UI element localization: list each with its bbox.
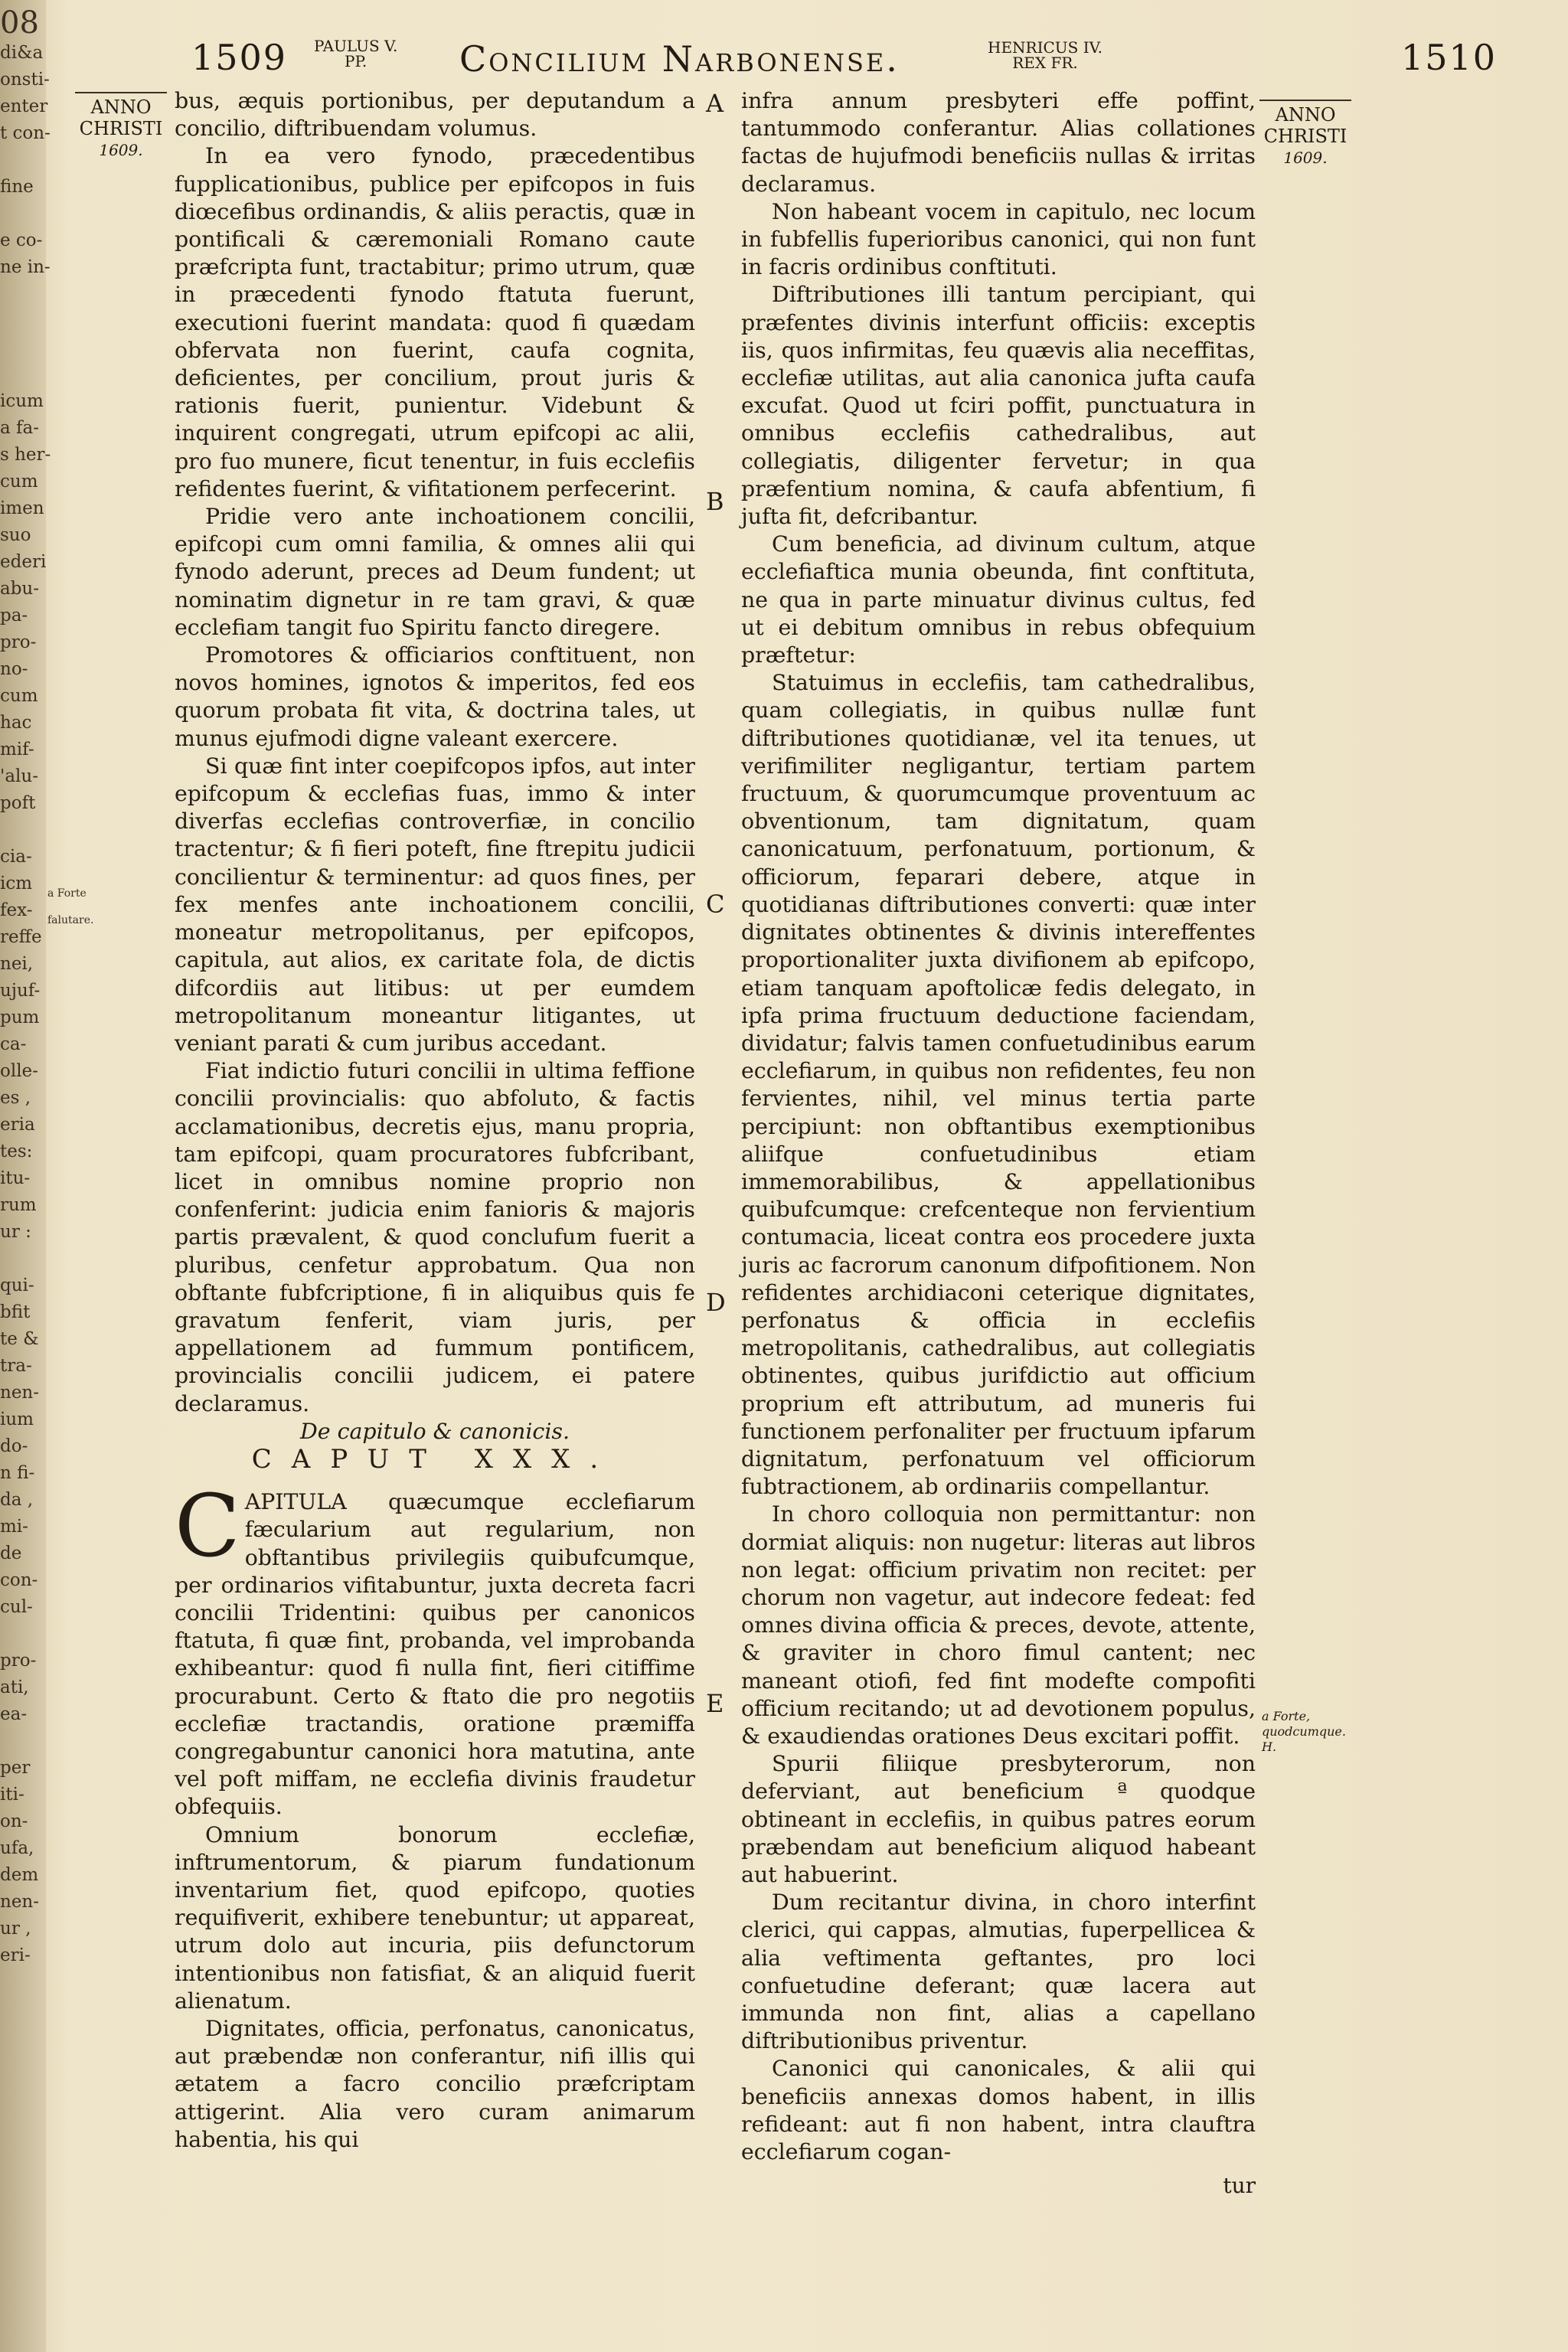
pope-name: PAULUS V. xyxy=(314,37,398,55)
margin-letter-e: E xyxy=(706,1689,724,1718)
previous-page-line: cum xyxy=(0,472,38,492)
previous-page-line: ne in- xyxy=(0,257,51,277)
previous-page-line: ur : xyxy=(0,1222,31,1242)
previous-page-line: no- xyxy=(0,659,28,679)
right-column xyxy=(741,87,1256,2200)
paragraph: Dignitates, officia, perfonatus, canonicatus, aut præbendæ non conferantur, nifi illis qui ætatem a facro concilio præfcriptam attigerint. Alia vero curam animarum habentia, his qui xyxy=(175,2016,695,2152)
section-rubric: De capitulo & canonicis. xyxy=(300,1418,570,1444)
previous-page-line: te & xyxy=(0,1329,39,1349)
previous-page-line: con- xyxy=(0,1570,38,1590)
previous-page-line xyxy=(0,281,47,308)
previous-page-line: bfit xyxy=(0,1302,31,1322)
paragraph: Pridie vero ante inchoationem concilii, epifcopi cum omni familia, & omnes alii qui fynodo aderunt, preces ad Deum fundent; ut nominatim dignetur in re tam gravi, & quæ ecclefiam tangit fuo Spiritu fancto diregere. xyxy=(175,504,695,640)
previous-page-line: fex- xyxy=(0,900,33,920)
paragraph xyxy=(175,1477,695,1821)
previous-page-line: es , xyxy=(0,1088,31,1108)
previous-page-line: hac xyxy=(0,713,32,733)
previous-page-line: ea- xyxy=(0,1704,28,1724)
previous-page-line: n fi- xyxy=(0,1463,35,1483)
chapter-heading: CAPUT XXX. xyxy=(251,1443,619,1475)
paragraph: In ea vero fynodo, præcedentibus fupplicationibus, publice per epifcopos in fuis diœcefibus ordinandis, & aliis peractis, quæ in pontificali & cæremoniali Romano caute præfcripta funt, tractabitur; primo utrum, quæ in præcedenti fynodo ftatuta fuerunt, executioni fuerint mandata: quod fi quædam obfervata non fuerint, caufa cognita, deficientes, per concilium, prout juris & rationis fuerit, punientur. Videbunt & inquirent congregati, utrum epifcopi ac alii, pro fuo munere, ficut tenentur, in fuis ecclefiis refidentes fuerint, & vifitationem perfecerint. xyxy=(175,143,695,501)
previous-page-line: pro- xyxy=(0,632,37,652)
pope-title: PP. xyxy=(345,52,368,70)
previous-page-line: rum xyxy=(0,1195,37,1215)
paragraph: bus, æquis portionibus, per deputandum a concilio, diftribuendam volumus. xyxy=(175,88,695,142)
margin-letter-d: D xyxy=(706,1288,726,1317)
pope-heading xyxy=(314,38,397,69)
previous-page-line xyxy=(0,1621,47,1648)
previous-page-line: ur , xyxy=(0,1919,31,1939)
previous-page-line: da , xyxy=(0,1490,34,1510)
paragraph: infra annum presbyteri effe poffint, tantummodo conferantur. Alias collationes factas de hujufmodi beneficiis nullas & irritas declaramus. xyxy=(741,88,1256,197)
anno-christi-right xyxy=(1259,100,1351,168)
previous-page-line: nen- xyxy=(0,1892,40,1912)
previous-page-line: cia- xyxy=(0,847,32,867)
previous-page-line: ca- xyxy=(0,1034,27,1054)
left-column xyxy=(175,87,695,2154)
running-head xyxy=(0,31,1568,84)
anno-label: ANNO CHRISTI xyxy=(79,96,163,139)
previous-page-line: olle- xyxy=(0,1061,38,1081)
previous-page-line xyxy=(0,335,47,361)
previous-page-line: mif- xyxy=(0,740,34,760)
previous-page-line: ederi xyxy=(0,552,47,572)
anno-label: ANNO CHRISTI xyxy=(1263,104,1348,147)
page-number-right: 1510 xyxy=(1401,37,1498,78)
page-title: Concilium Narbonense. xyxy=(459,38,900,80)
king-title: REX FR. xyxy=(1012,54,1078,72)
previous-page-line: icum xyxy=(0,391,44,411)
catchword: tur xyxy=(1223,2173,1256,2199)
previous-page-line: reffe xyxy=(0,927,42,947)
previous-page-line: eri- xyxy=(0,1945,31,1965)
previous-page-line: ujuf- xyxy=(0,981,41,1001)
previous-page-line: on- xyxy=(0,1811,28,1831)
previous-page-line xyxy=(0,817,47,844)
previous-page-number: 08 xyxy=(0,5,39,41)
previous-page-line: s her- xyxy=(0,445,51,465)
paragraph-text: APITULA quæcumque ecclefiarum fæcularium aut regularium, non obftantibus privilegiis quibufcumque, per ordinarios vifitabuntur, juxta decreta facri concilii Tridentini: quibus per canonicos ftatuta, fi quæ fint, probanda, vel improbanda exhibeantur: quod fi nulla fint, fieri citiffime procurabunt. Certo & ftato die pro negotiis ecclefiæ tractandis, oratione præmiffa congregabuntur canonici hora matutina, ante vel poft miffam, ne ecclefia divinis fraudetur obfequiis. xyxy=(175,1489,695,1820)
previous-page-margin-note: a Forte falutare. xyxy=(47,887,94,926)
paragraph: Diftributiones illi tantum percipiant, qui præfentes divinis interfunt officiis: exceptis iis, quos infirmitas, feu quævis alia neceffitas, ecclefiæ utilitas, aut alia canonica jufta caufa excufat. Quod ut fciri poffit, punctuatura in omnibus ecclefiis cathedralibus, aut collegiatis, diligenter fervetur; in qua præfentium nomina, & caufa abfentium, fi jufta fit, defcribantur. xyxy=(741,282,1256,530)
previous-page-line xyxy=(0,361,47,388)
previous-page-line: suo xyxy=(0,525,31,545)
previous-page-line: pum xyxy=(0,1008,40,1027)
paragraph: Promotores & officiarios conftituent, non novos homines, ignotos & imperitos, fed eos quorum probata fit vita, & doctrina tales, ut munus ejufmodi digne valeant exercere. xyxy=(175,642,695,751)
previous-page-edge xyxy=(0,0,94,2352)
previous-page-line: e co- xyxy=(0,230,43,250)
previous-page-line xyxy=(0,1728,47,1755)
king-heading xyxy=(988,40,1102,70)
previous-page-line: eria xyxy=(0,1115,35,1135)
drop-cap: C xyxy=(175,1477,240,1577)
previous-page-line: nei, xyxy=(0,954,34,974)
previous-page-line: ium xyxy=(0,1410,34,1429)
previous-page-line xyxy=(0,1246,47,1272)
previous-page-line xyxy=(0,308,47,335)
paragraph: Canonici qui canonicales, & alii qui beneficiis annexas domos habent, in illis refideant: aut fi non habent, intra clauftra ecclefiarum cogan- xyxy=(741,2056,1256,2165)
previous-page-line: t con- xyxy=(0,123,51,143)
previous-page-line: onsti- xyxy=(0,70,50,90)
anno-year: 1609. xyxy=(99,141,143,159)
previous-page-line: tra- xyxy=(0,1356,32,1376)
previous-page-line: imen xyxy=(0,498,44,518)
previous-page-line: de xyxy=(0,1544,22,1563)
previous-page-lines xyxy=(0,40,51,1969)
previous-page-line: a fa- xyxy=(0,418,40,438)
previous-page-line: qui- xyxy=(0,1276,34,1295)
paragraph: Dum recitantur divina, in choro interfint clerici, qui cappas, almutias, fuperpellicea & alia veftimenta geftantes, pro loci confuetudine deferant; quæ lacera aut immunda non fint, alias a capellano diftributionibus priventur. xyxy=(741,1890,1256,2054)
previous-page-line: icm xyxy=(0,874,33,893)
paragraph: Fiat indictio futuri concilii in ultima feffione concilii provincialis: quo abfoluto, & factis acclamationibus, decretis ejus, manu propria, tam epifcopi, quam procuratores fubfcribant, licet in omnibus nomine proprio non confenferint: judicia enim fanioris & majoris partis prævalent, & quod conclufum fuerit a pluribus, cenfetur approbatum. Qua non obftante fubfcriptione, fi in aliquibus quis fe gravatum fenferit, viam juris, per appellationem ad fummum pontificem, provincialis concilii judicem, ei patere declaramus. xyxy=(175,1058,695,1416)
margin-letter-a: A xyxy=(706,89,724,118)
paragraph: Non habeant vocem in capitulo, nec locum in fubfellis fuperioribus canonici, qui non funt in facris ordinibus conftituti. xyxy=(741,198,1256,280)
previous-page-line: mi- xyxy=(0,1517,28,1537)
anno-year: 1609. xyxy=(1283,149,1328,167)
previous-page-line: do- xyxy=(0,1436,28,1456)
paragraph: Cum beneficia, ad divinum cultum, atque ecclefiaftica munia obeunda, fint conftituta, ne qua in parte minuatur divinus cultus, fed ut ei debitum omnibus in rebus obfequium præftetur: xyxy=(741,531,1256,668)
previous-page-line: dem xyxy=(0,1865,39,1885)
paragraph: Statuimus in ecclefiis, tam cathedralibus, quam collegiatis, in quibus nullæ funt diftributiones quotidianæ, vel ita tenues, ut verifimiliter negligantur, tertiam partem fructuum, & quorumcumque proventuum ac obventionum, tam dignitatum, quam canonicatuum, perfonatuum, portionum, & officiorum, feparari debere, atque in quotidianas diftributiones converti: quæ inter dignitates obtinentes & divinis intereffentes proportionaliter juxta divifionem ab epifcopo, etiam tanquam apoftolicæ fedis delegato, in ipfa prima fructuum deductione faciendam, dividatur; falvis tamen confuetudinibus earum ecclefiarum, in quibus non refidentes, feu non fervientes, nihil, vel minus tertia parte percipiunt: non obftantibus exemptionibus aliifque confuetudinibus etiam immemorabilibus, & appellationibus quibufcumque: crefcenteque non fervientium contumacia, liceat contra eos procedere juxta juris ac facrorum canonum difpofitionem. Non refidentes archidiaconi ceterique dignitates, perfonatus & officia in ecclefiis metropolitanis, cathedralibus, aut collegiatis obtinentes, quibus jurifdictio aut officium proprium eft attributum, ad muneris fui functionem perfonaliter per fructuum ipfarum dignitatum, perfonatuum vel officiorum fubtractionem, ab ordinariis compellantur. xyxy=(741,670,1256,1500)
previous-page-line: fine xyxy=(0,177,34,197)
previous-page-line: itu- xyxy=(0,1168,31,1188)
previous-page-line: ati, xyxy=(0,1677,29,1697)
margin-letter-b: B xyxy=(706,487,724,516)
paragraph: In choro colloquia non permittantur: non dormiat aliquis: non nugetur: literas aut libros non legat: officium privatim non recitet: per chorum non vagetur, aut indecore fedeat: fed omnes divina officia & preces, devote, attente, & graviter in choro fimul cantent; nec maneant otiofi, fed fint modefte compofiti officium recitando; ut ad devotionem populus, & exaudiendas orationes Deus excitari poffit. xyxy=(741,1501,1256,1749)
previous-page-line: per xyxy=(0,1758,31,1778)
paragraph: Si quæ fint inter coepifcopos ipfos, aut inter epifcopum & ecclefias fuas, immo & inter diverfas ecclefias controverfiæ, in concilio tractentur; & fi fieri poteft, fine ftrepitu judicii concilientur & terminentur: ad quos fines, per fex menfes ante inchoationem concilii, moneatur metropolitanus, per epifcopos, capitula, aut alios, ex caritate fola, de dictis difcordiis aut litibus: ut per eumdem metropolitanum moneantur litigantes, ut veniant parati & cum juribus accedant. xyxy=(175,753,695,1056)
previous-page-line: di&a xyxy=(0,43,44,63)
page-number-left: 1509 xyxy=(191,37,288,78)
previous-page-line: poft xyxy=(0,793,36,813)
paragraph: Spurii filiique presbyterorum, non deferviant, aut beneficium ª quodque obtineant in ecclefiis, in quibus patres eorum præbendam aut beneficium aliquod habeant aut habuerint. xyxy=(741,1751,1256,1887)
paragraph: Omnium bonorum ecclefiæ, inftrumentorum, & piarum fundationum inventarium fiet, quod epifcopo, quoties requifiverit, exhibere tenebuntur; ut appareat, utrum dolo aut incuria, piis defunctorum intentionibus non fatisfiat, & an aliquid fuerit alienatum. xyxy=(175,1821,695,2014)
footnote: a Forte, quodcumque. H. xyxy=(1262,1709,1346,1754)
king-name: HENRICUS IV. xyxy=(988,38,1102,57)
previous-page-line xyxy=(0,147,47,174)
previous-page-line: pa- xyxy=(0,606,28,626)
previous-page-line: enter xyxy=(0,96,48,116)
previous-page-line: cum xyxy=(0,686,38,706)
previous-page-line: tes: xyxy=(0,1142,33,1161)
previous-page-line: abu- xyxy=(0,579,40,599)
previous-page-line: nen- xyxy=(0,1383,40,1403)
previous-page-line: iti- xyxy=(0,1785,24,1805)
previous-page-line: 'alu- xyxy=(0,766,38,786)
previous-page-line: cul- xyxy=(0,1597,33,1617)
previous-page-line: pro- xyxy=(0,1651,37,1671)
anno-christi-left xyxy=(75,92,167,161)
previous-page-line: ufa, xyxy=(0,1838,34,1858)
margin-letter-c: C xyxy=(706,890,725,919)
previous-page-line xyxy=(0,201,47,227)
